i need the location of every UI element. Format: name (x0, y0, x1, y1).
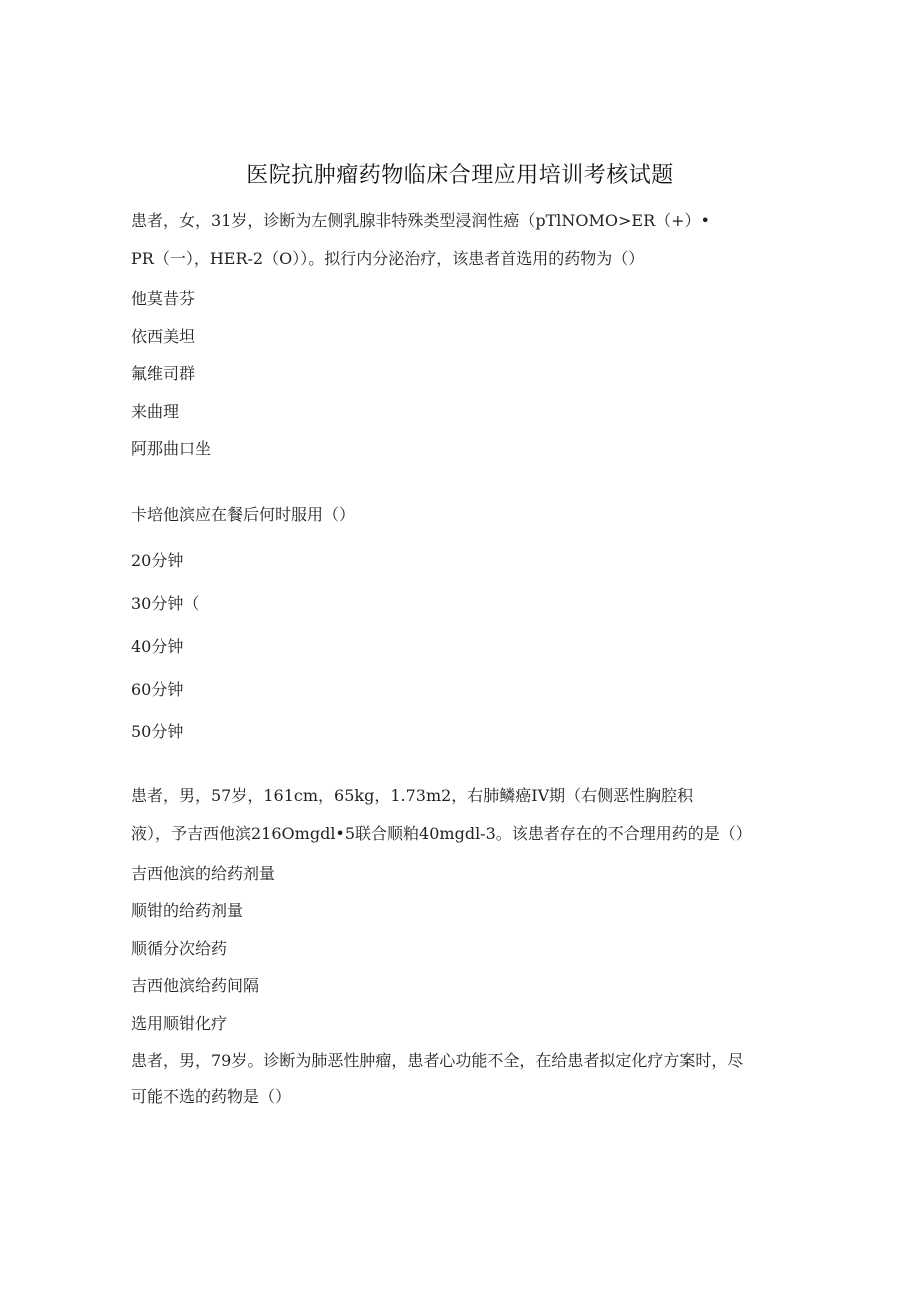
question-1-option-c: 氟维司群 (131, 364, 196, 383)
question-3-option-c: 顺循分次给药 (131, 939, 228, 958)
question-2-option-a: 20分钟 (131, 551, 184, 570)
question-2-option-d: 60分钟 (131, 680, 184, 699)
question-3-option-a: 吉西他滨的给药剂量 (131, 864, 276, 883)
question-2-option-e: 50分钟 (131, 722, 184, 741)
question-1-option-b: 依西美坦 (131, 327, 196, 346)
question-2-option-b: 30分钟（ (131, 594, 200, 613)
question-3-stem-line-2: 液），予吉西他滨216Omgdl•5联合顺粕40mgdl-3。该患者存在的不合理用药的是（） (131, 824, 752, 843)
question-3-stem-line-1: 患者，男，57岁，161cm，65kg，1.73m2，右肺鳞癌IV期（右侧恶性胸腔积 (131, 786, 694, 805)
question-1-option-d: 来曲理 (131, 402, 180, 421)
document-title: 医院抗肿瘤药物临床合理应用培训考核试题 (246, 163, 674, 188)
question-2-option-c: 40分钟 (131, 637, 184, 656)
question-1-option-e: 阿那曲口坐 (131, 439, 212, 458)
question-1-stem-line-1: 患者，女，31岁，诊断为左侧乳腺非特殊类型浸润性癌（pTlNOMO>ER（+）• (131, 211, 710, 230)
question-3-option-e: 选用顺钳化疗 (131, 1014, 228, 1033)
question-4-stem-line-1: 患者，男，79岁。诊断为肺恶性肿瘤，患者心功能不全，在给患者拟定化疗方案时，尽 (131, 1051, 744, 1070)
question-1-stem-line-2: PR（一），HER-2（O））。拟行内分泌治疗，该患者首选用的药物为（） (131, 249, 645, 268)
question-4-stem-line-2: 可能不选的药物是（） (131, 1087, 292, 1106)
question-1-option-a: 他莫昔芬 (131, 289, 196, 308)
question-3-option-b: 顺钳的给药剂量 (131, 901, 244, 920)
question-3-option-d: 吉西他滨给药间隔 (131, 976, 260, 995)
question-2-stem: 卡培他滨应在餐后何时服用（） (131, 505, 356, 524)
